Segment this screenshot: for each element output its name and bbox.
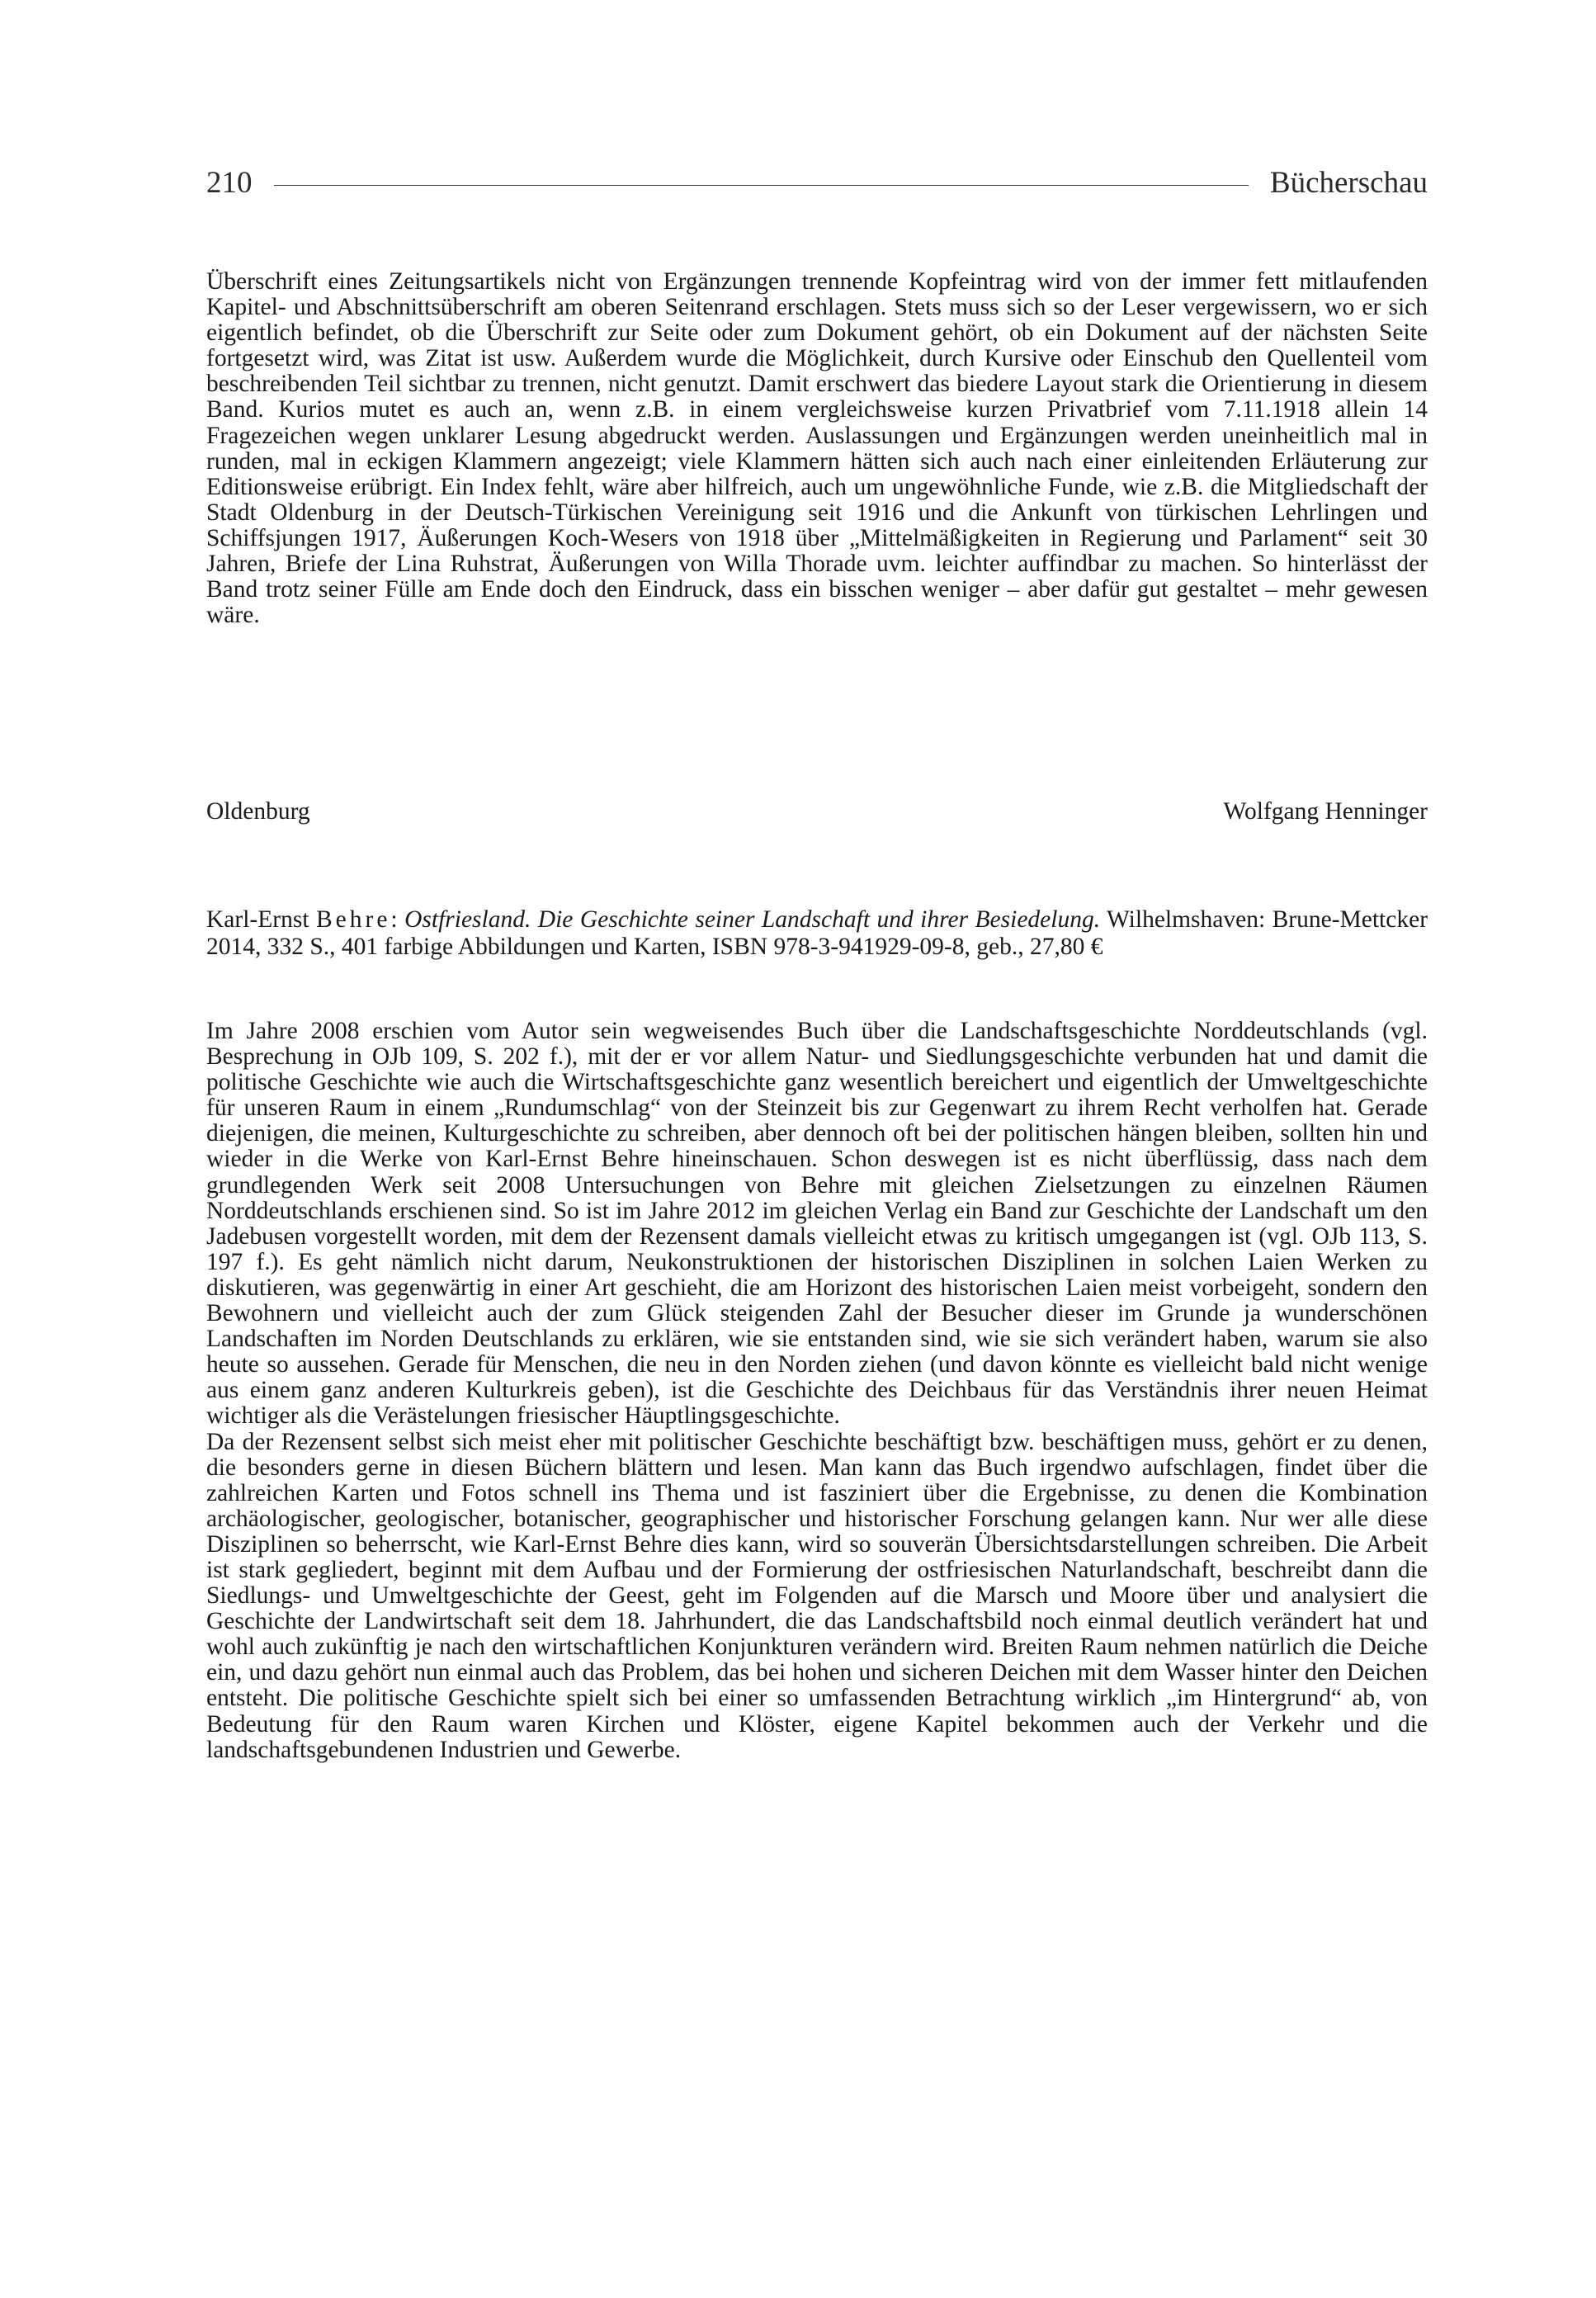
- running-header: [206, 165, 1428, 201]
- book-author-sep: :: [390, 906, 398, 933]
- review2-paragraph-2: Da der Rezensent selbst sich meist eher mit politischer Geschichte beschäftigt bzw. beschäftigen muss, gehört er zu denen, die besonders gerne in diesen Büchern blättern und lesen. Man kann das Buch irgendwo aufschlagen, findet über die zahlreichen Karten und Fotos schnell ins Thema und ist fasziniert über die Ergebnisse, zu denen die Kombination archäologischer, geologischer, botanischer, geographischer und historischer Forschung gelangen kann. Nur wer alle diese Disziplinen so beherrscht, wie Karl-Ernst Behre dies kann, wird so souverän Übersichtsdarstellungen schreiben. Die Arbeit ist stark gegliedert, beginnt mit dem Aufbau und der Formierung der ostfriesischen Naturlandschaft, beschreibt dann die Siedlungs- und Umweltgeschichte der Geest, geht im Folgenden auf die Marsch und Moore über und analysiert die Geschichte der Landwirtschaft seit dem 18. Jahrhundert, die das Landschaftsbild noch einmal deutlich verändert hat und wohl auch zukünftig je nach den wirtschaftlichen Konjunkturen verändern wird. Breiten Raum nehmen natürlich die Deiche ein, und dazu gehört nun einmal auch das Problem, das bei hohen und sicheren Deichen mit dem Wasser hinter den Deichen entsteht. Die politische Geschichte spielt sich bei einer so umfassenden Betrachtung wirklich „im Hintergrund“ ab, von Bedeutung für den Raum waren Kirchen und Klöster, eigene Kapitel bekommen auch der Verkehr und die landschaftsgebundenen Industrien und Gewerbe.: [206, 1428, 1428, 1763]
- book-publication: Wilhelmshaven: Brune-Mettcker 2014, 332 S., 401 farbige Abbildungen und Karten, ISBN 978-3-941929-09-8, geb., 27,80 €: [206, 906, 1428, 960]
- page-number: 210: [206, 166, 253, 200]
- review1-paragraph: Überschrift eines Zeitungsartikels nicht von Ergänzungen trennende Kopfeintrag wird von der immer fett mitlaufenden Kapitel- und Abschnittsüberschrift am oberen Seitenrand erschlagen. Stets muss sich so der Leser vergewissern, wo er sich eigentlich befindet, ob die Überschrift zur Seite oder zum Dokument gehört, ob ein Dokument auf der nächsten Seite fortgesetzt wird, was Zitat ist usw. Außerdem wurde die Möglichkeit, durch Kursive oder Einschub den Quellenteil vom beschreibenden Teil sichtbar zu trennen, nicht genutzt. Damit erschwert das biedere Layout stark die Orientierung in diesem Band. Kurios mutet es auch an, wenn z.B. in einem vergleichsweise kurzen Privatbrief vom 7.11.1918 allein 14 Fragezeichen wegen unklarer Lesung abgedruckt werden. Auslassungen und Ergänzungen werden uneinheitlich mal in runden, mal in eckigen Klammern angezeigt; viele Klammern hätten sich auch nach einer einleitenden Erläuterung zur Editionsweise erübrigt. Ein Index fehlt, wäre aber hilfreich, auch um ungewöhnliche Funde, wie z.B. die Mitgliedschaft der Stadt Oldenburg in der Deutsch-Türkischen Vereinigung seit 1916 und die Ankunft von türkischen Lehrlingen und Schiffsjungen 1917, Äußerungen Koch-Wesers von 1918 über „Mittelmäßigkeiten in Regierung und Parlament“ seit 30 Jahren, Briefe der Lina Ruhstrat, Äußerungen von Willa Thorade uvm. leichter auffindbar zu machen. So hinterlässt der Band trotz seiner Fülle am Ende doch den Eindruck, dass ein bisschen weniger – aber dafür gut gestaltet – mehr gewesen wäre.: [206, 268, 1428, 629]
- book-title: Ostfriesland. Die Geschichte seiner Landschaft und ihrer Besiedelung.: [404, 906, 1101, 933]
- review1-body: [206, 269, 1428, 628]
- review1-signature: [206, 798, 1428, 825]
- review2-body: [206, 1019, 1428, 1763]
- book-author-first: Karl-Ernst: [206, 906, 309, 933]
- review2-bibliographic-entry: [206, 906, 1428, 961]
- book-author-last: Behre: [315, 906, 391, 933]
- review1-reviewer: Wolfgang Henninger: [1223, 798, 1428, 825]
- review1-place: Oldenburg: [206, 798, 310, 825]
- review2-paragraph-1: Im Jahre 2008 erschien vom Autor sein wegweisendes Buch über die Landschaftsgeschichte Norddeutschlands (vgl. Besprechung in OJb 109, S. 202 f.), mit der er vor allem Natur- und Siedlungsgeschichte verbunden hat und damit die politische Geschichte wie auch die Wirtschaftsgeschichte ganz wesentlich bereichert und eigentlich der Umweltgeschichte für unseren Raum in einem „Rundumschlag“ von der Steinzeit bis zur Gegenwart zu ihrem Recht verholfen hat. Gerade diejenigen, die meinen, Kulturgeschichte zu schreiben, aber dennoch oft bei der politischen hängen bleiben, sollten hin und wieder in die Werke von Karl-Ernst Behre hineinschauen. Schon deswegen ist es nicht überflüssig, dass nach dem grundlegenden Werk seit 2008 Untersuchungen von Behre mit gleichen Zielsetzungen zu einzelnen Räumen Norddeutschlands erschienen sind. So ist im Jahre 2012 im gleichen Verlag ein Band zur Geschichte der Landschaft um den Jadebusen vorgestellt worden, mit dem der Rezensent damals vielleicht etwas zu kritisch umgegangen ist (vgl. OJb 113, S. 197 f.). Es geht nämlich nicht darum, Neukonstruktionen der historischen Disziplinen in solchen Laien Werken zu diskutieren, was gegenwärtig in einer Art geschieht, die am Horizont des historischen Laien meist vorbeigeht, sondern den Bewohnern und vielleicht auch der zum Glück steigenden Zahl der Besucher dieser im Grunde ja wunderschönen Landschaften im Norden Deutschlands zu erklären, wie sie entstanden sind, wie sie sich verändert haben, warum sie also heute so aussehen. Gerade für Menschen, die neu in den Norden ziehen (und davon könnte es vielleicht bald nicht wenige aus einem ganz anderen Kulturkreis geben), ist die Geschichte des Deichbaus für das Verständnis ihrer neuen Heimat wichtiger als die Verästelungen friesischer Häuptlingsgeschichte.: [206, 1018, 1428, 1430]
- document-page: [206, 0, 1428, 2298]
- section-title: Bücherschau: [1269, 166, 1428, 200]
- header-rule: [274, 185, 1249, 186]
